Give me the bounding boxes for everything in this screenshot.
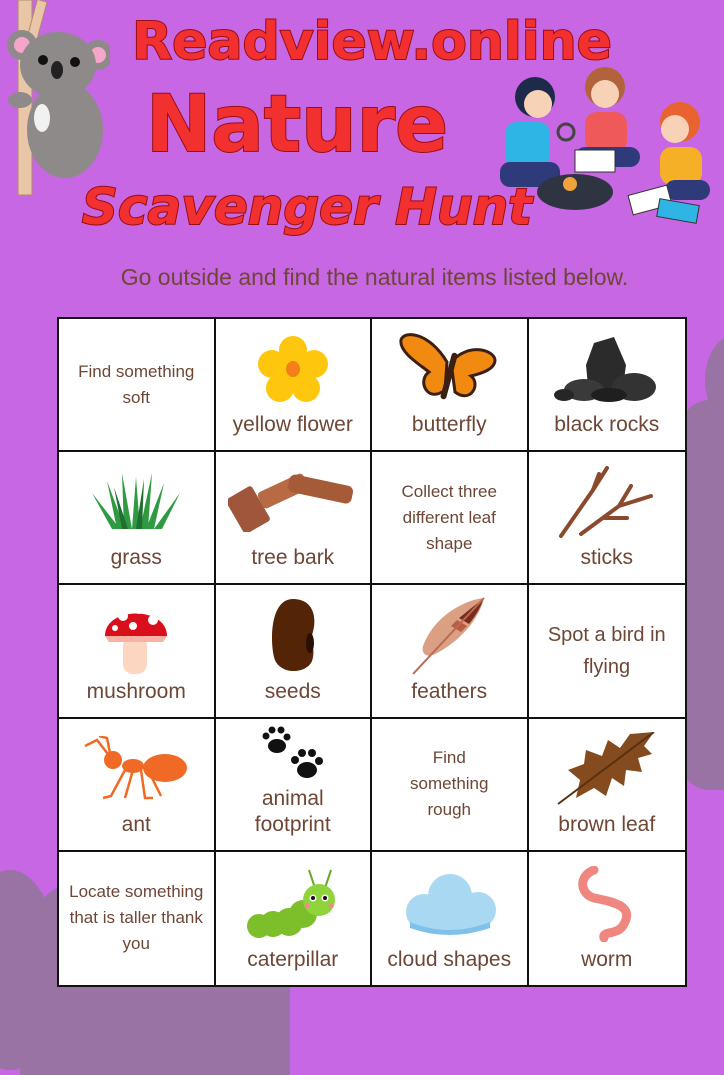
cell-label: brown leaf bbox=[558, 812, 656, 836]
grid-cell[interactable] bbox=[59, 452, 216, 585]
tree-bark-icon bbox=[228, 463, 358, 541]
cell-label: seeds bbox=[264, 679, 321, 703]
cell-label: Locate something that is taller thank you bbox=[69, 882, 204, 954]
grid-cell[interactable] bbox=[529, 852, 686, 985]
grass-icon bbox=[92, 463, 180, 541]
cell-label: butterfly bbox=[411, 413, 487, 437]
leaf-icon bbox=[554, 730, 660, 808]
cell-label: Collect three different leaf shape bbox=[401, 481, 497, 553]
grid-cell[interactable] bbox=[59, 585, 216, 718]
cell-label: black rocks bbox=[554, 413, 660, 437]
grid-cell[interactable] bbox=[59, 319, 216, 452]
grid-cell[interactable] bbox=[372, 585, 529, 718]
paw-print-icon bbox=[261, 722, 325, 786]
grid-cell[interactable] bbox=[529, 719, 686, 852]
page-title: Nature bbox=[145, 80, 449, 170]
feather-icon bbox=[409, 597, 489, 675]
cell-label: yellow flower bbox=[232, 413, 353, 437]
grid-cell[interactable] bbox=[529, 452, 686, 585]
cloud-icon bbox=[394, 865, 504, 943]
cell-label: Spot a bird in flying bbox=[547, 623, 666, 678]
grid-cell[interactable] bbox=[59, 719, 216, 852]
butterfly-icon bbox=[399, 330, 499, 408]
grid-cell[interactable] bbox=[216, 452, 373, 585]
site-title: Readview.online bbox=[132, 12, 612, 72]
cell-label: Find something soft bbox=[78, 361, 195, 407]
cell-label: caterpillar bbox=[247, 947, 339, 971]
page-subtitle: Scavenger Hunt bbox=[81, 178, 533, 236]
grid-cell[interactable] bbox=[372, 452, 529, 585]
grid-cell[interactable] bbox=[216, 319, 373, 452]
grid-cell[interactable] bbox=[216, 719, 373, 852]
cell-label: animal footprint bbox=[254, 786, 331, 836]
grid-cell[interactable] bbox=[372, 319, 529, 452]
cell-label: grass bbox=[110, 546, 162, 570]
cell-label: feathers bbox=[411, 679, 488, 703]
grid-cell[interactable] bbox=[372, 719, 529, 852]
cell-label: cloud shapes bbox=[387, 947, 512, 971]
cell-label: worm bbox=[581, 947, 633, 971]
cell-label: sticks bbox=[580, 546, 633, 570]
grid-cell[interactable] bbox=[216, 852, 373, 985]
seed-icon bbox=[268, 597, 318, 675]
grid-cell[interactable] bbox=[529, 585, 686, 718]
grid-cell[interactable] bbox=[59, 852, 216, 985]
cell-label: ant bbox=[121, 812, 151, 836]
cell-label: mushroom bbox=[86, 679, 186, 703]
grid-cell[interactable] bbox=[372, 852, 529, 985]
grid-cell[interactable] bbox=[529, 319, 686, 452]
scavenger-grid bbox=[57, 317, 687, 987]
cell-label: Find something rough bbox=[410, 748, 489, 820]
flower-icon bbox=[258, 330, 328, 408]
ant-icon bbox=[81, 730, 191, 808]
worm-icon bbox=[574, 865, 640, 943]
caterpillar-icon bbox=[247, 865, 339, 943]
mushroom-icon bbox=[103, 597, 169, 675]
rocks-icon bbox=[554, 330, 659, 408]
cell-label: tree bark bbox=[251, 546, 335, 570]
instructions: Go outside and find the natural items listed below. bbox=[120, 264, 629, 290]
sticks-icon bbox=[559, 463, 654, 541]
grid-cell[interactable] bbox=[216, 585, 373, 718]
